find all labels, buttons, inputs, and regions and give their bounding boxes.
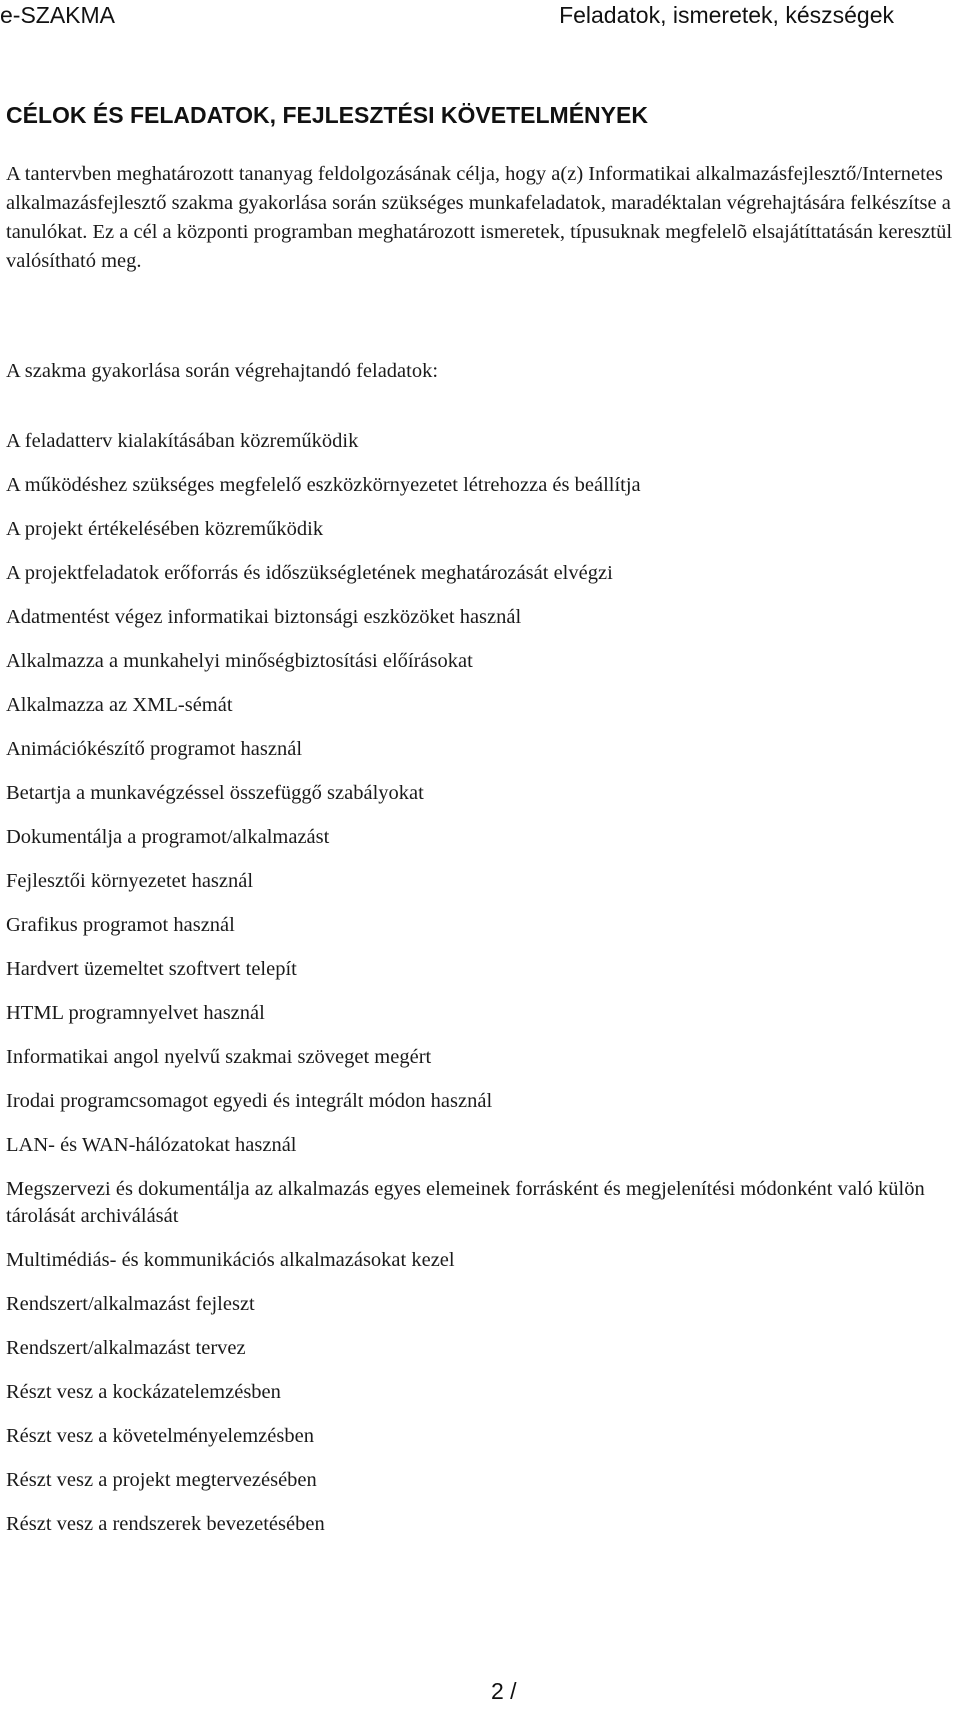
task-item: A projektfeladatok erőforrás és időszükségletének meghatározását elvégzi (6, 562, 613, 584)
task-item: Multimédiás- és kommunikációs alkalmazásokat kezel (6, 1249, 455, 1271)
tasks-lead-text: A szakma gyakorlása során végrehajtandó feladatok: (6, 360, 439, 382)
task-item: Animációkészítő programot használ (6, 738, 303, 760)
task-item: Megszervezi és dokumentálja az alkalmazás egyes elemeinek forrásként és megjelenítési módonként való külön tárolását archiválását (6, 1178, 925, 1227)
task-item: Részt vesz a projekt megtervezésében (6, 1469, 317, 1491)
task-item: Részt vesz a rendszerek bevezetésében (6, 1513, 325, 1535)
task-item: A működéshez szükséges megfelelő eszközkörnyezetet létrehozza és beállítja (6, 474, 641, 496)
header-brand: e-SZAKMA (0, 2, 116, 28)
task-list (6, 428, 956, 1555)
task-item: A projekt értékelésében közreműködik (6, 518, 324, 540)
task-item: Betartja a munkavégzéssel összefüggő szabályokat (6, 782, 424, 804)
task-item: Rendszert/alkalmazást tervez (6, 1337, 246, 1359)
page-number: 2 / (491, 1678, 517, 1704)
task-item: HTML programnyelvet használ (6, 1002, 265, 1024)
task-item: Grafikus programot használ (6, 914, 235, 936)
task-item: Részt vesz a kockázatelemzésben (6, 1381, 281, 1403)
task-item: Alkalmazza az XML-sémát (6, 694, 233, 716)
task-item: A feladatterv kialakításában közreműködik (6, 430, 359, 452)
task-item: Fejlesztői környezetet használ (6, 870, 254, 892)
task-item: Adatmentést végez informatikai biztonsági eszközöket használ (6, 606, 522, 628)
header-section-title: Feladatok, ismeretek, készségek (559, 2, 894, 28)
task-item: Részt vesz a követelményelemzésben (6, 1425, 314, 1447)
task-item: Rendszert/alkalmazást fejleszt (6, 1293, 255, 1315)
task-item: Alkalmazza a munkahelyi minőségbiztosítási előírásokat (6, 650, 473, 672)
intro-paragraph: A tantervben meghatározott tananyag feldolgozásának célja, hogy a(z) Informatikai alkalmazásfejlesztő/Internetes alkalmazásfejlesztő szakma gyakorlása során szükséges munkafeladatok, maradéktalan végrehajtására felkészítse a tanulókat. Ez a cél a központi programban meghatározott ismeretek, típusuknak megfelelõ elsajátíttatásán keresztül valósítható meg. (6, 163, 953, 272)
task-item: Hardvert üzemeltet szoftvert telepít (6, 958, 297, 980)
section-title: CÉLOK ÉS FELADATOK, FEJLESZTÉSI KÖVETELMÉNYEK (6, 102, 648, 128)
task-item: Dokumentálja a programot/alkalmazást (6, 826, 330, 848)
task-item: Informatikai angol nyelvű szakmai szöveget megért (6, 1046, 432, 1068)
task-item: Irodai programcsomagot egyedi és integrált módon használ (6, 1090, 493, 1112)
task-item: LAN- és WAN-hálózatokat használ (6, 1134, 297, 1156)
page-header (0, 2, 960, 34)
